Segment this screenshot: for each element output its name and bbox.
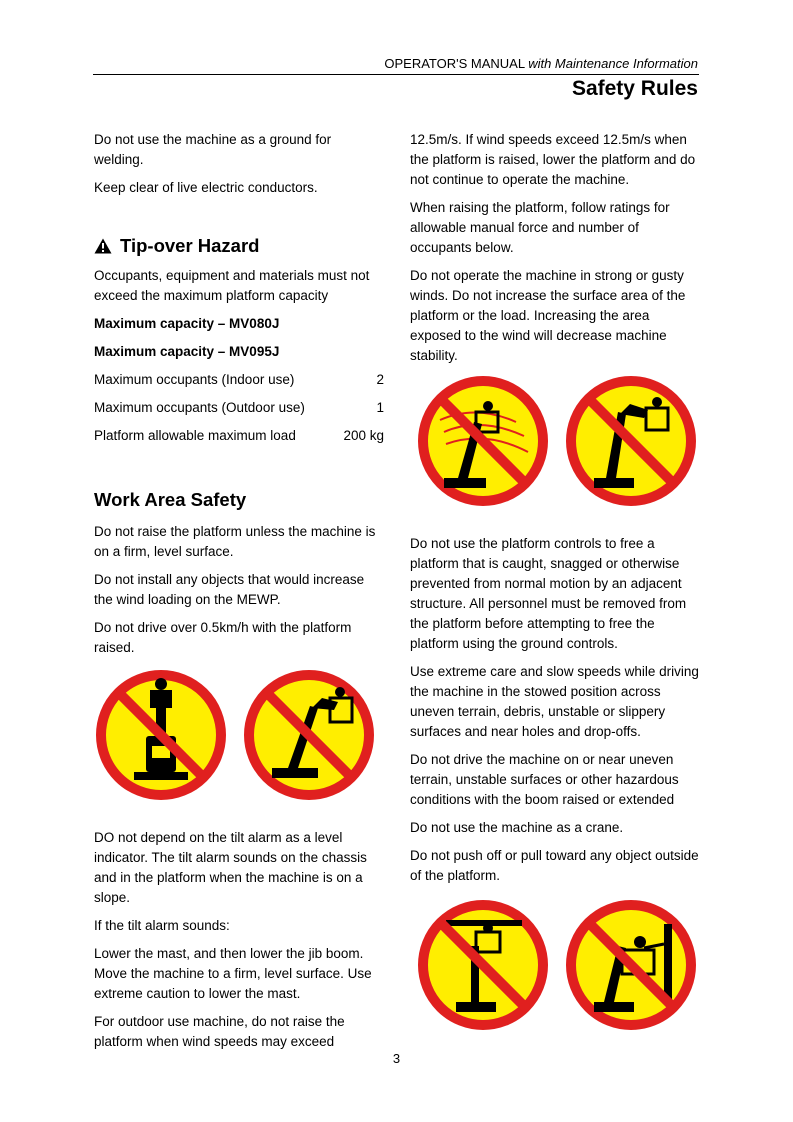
spec-value: 200 kg (343, 428, 384, 443)
paragraph-push-pull: Do not push off or pull toward any object outside of the platform. (410, 848, 699, 883)
no-push-pull-icon (564, 898, 698, 1032)
no-driving-raised-side-icon (242, 668, 376, 802)
paragraph-uneven-terrain: Do not drive the machine on or near uneven terrain, unstable surfaces or other hazardous conditions with the boom raised or extended (410, 752, 679, 807)
warning-icon (94, 238, 112, 254)
spec-label: Maximum occupants (Outdoor use) (94, 400, 305, 415)
page-number: 3 (392, 1051, 401, 1066)
paragraph-drive-speed: Do not drive over 0.5km/h with the platform raised. (94, 620, 352, 655)
paragraph-wind-speed: 12.5m/s. If wind speeds exceed 12.5m/s when the platform is raised, lower the platform and do not continue to operate the machine. (410, 132, 696, 187)
paragraph-stowed-driving: Use extreme care and slow speeds while driving the machine in the stowed position across uneven terrain, debris, unstable or slippery surfaces and near holes and drop-offs. (410, 664, 699, 739)
tipover-heading-text: Tip-over Hazard (120, 235, 260, 256)
document-title (384, 56, 698, 71)
paragraph-capacity: Occupants, equipment and materials must not exceed the maximum platform capacity (94, 268, 370, 303)
paragraph-wind-loading: Do not install any objects that would increase the wind loading on the MEWP. (94, 572, 365, 607)
spec-value: 2 (376, 372, 384, 387)
paragraph-tilt-sounds: If the tilt alarm sounds: (94, 918, 230, 933)
paragraph-welding: Do not use the machine as a ground for welding. (94, 132, 332, 167)
paragraph-outdoor-wind: For outdoor use machine, do not raise the platform when wind speeds may exceed (94, 1014, 345, 1049)
document-title-italic: with Maintenance Information (528, 56, 698, 71)
right-column (410, 130, 702, 1032)
capacity-mv080j: Maximum capacity – MV080J (94, 316, 280, 331)
paragraph-crane: Do not use the machine as a crane. (410, 820, 624, 835)
no-driving-raised-front-icon (94, 668, 228, 802)
header-divider (93, 74, 699, 75)
paragraph-snagged-platform: Do not use the platform controls to free a platform that is caught, snagged or otherwise prevented from normal motion by an adjacent structure. All personnel must be removed from the platform before attempting to free the platform using the ground controls. (410, 536, 687, 651)
signs-row-structures (410, 898, 702, 1032)
spec-label: Maximum occupants (Indoor use) (94, 372, 295, 387)
paragraph-conductors: Keep clear of live electric conductors. (94, 180, 318, 195)
paragraph-lower-mast: Lower the mast, and then lower the jib boom. Move the machine to a firm, level surface. Use extreme caution to lower the mast. (94, 946, 372, 1001)
left-column (94, 130, 384, 1060)
document-title-plain: OPERATOR'S MANUAL (384, 56, 529, 71)
spec-label: Platform allowable maximum load (94, 428, 296, 443)
no-operation-wind-icon (416, 374, 550, 508)
signs-row-driving (94, 668, 384, 802)
paragraph-gusty-winds: Do not operate the machine in strong or gusty winds. Do not increase the surface area of the platform or the load. Increasing the area exposed to the wind will decrease machine stability. (410, 268, 686, 363)
no-operation-wind-side-icon (564, 374, 698, 508)
spec-value: 1 (376, 400, 384, 415)
no-snagged-platform-icon (416, 898, 550, 1032)
paragraph-firm-surface: Do not raise the platform unless the machine is on a firm, level surface. (94, 524, 376, 559)
spec-row-load (94, 426, 384, 446)
work-area-heading: Work Area Safety (94, 489, 247, 510)
section-title: Safety Rules (571, 77, 698, 100)
signs-row-wind (410, 374, 702, 508)
tipover-heading (94, 236, 384, 256)
spec-row-indoor (94, 370, 384, 390)
capacity-mv095j: Maximum capacity – MV095J (94, 344, 280, 359)
paragraph-manual-force: When raising the platform, follow ratings for allowable manual force and number of occupants below. (410, 200, 670, 255)
spec-row-outdoor (94, 398, 384, 418)
paragraph-tilt-alarm: DO not depend on the tilt alarm as a level indicator. The tilt alarm sounds on the chassis and in the platform when the machine is on a slope. (94, 830, 367, 905)
